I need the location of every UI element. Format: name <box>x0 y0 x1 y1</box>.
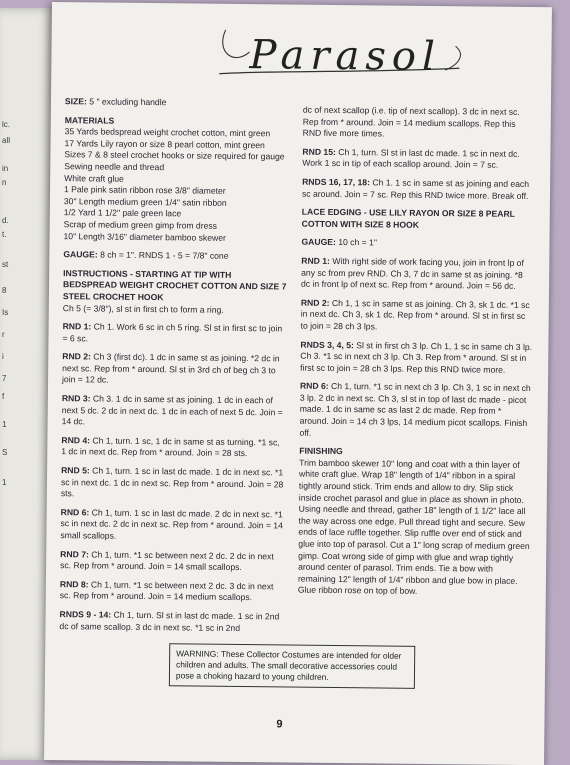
round-text: Ch 1, turn. *1 sc between next 2 dc. 3 dc in next sc. Rep from * around. Join = 14 medium scallops. <box>59 579 274 603</box>
round-label: RNDS 16, 17, 18: <box>302 176 371 188</box>
gauge-label: GAUGE: <box>301 236 336 248</box>
round-text: Ch 3 (first dc). 1 dc in same st as joining. *2 dc in next sc. Rep from * around. Sl st in 3rd ch of beg ch 3 to join = 12 dc. <box>61 351 280 386</box>
round-paragraph <box>59 609 283 635</box>
material-item: Sewing needle and thread <box>64 161 165 173</box>
left-fragment: 8 <box>2 286 7 295</box>
round-label: RND 1: <box>301 255 331 266</box>
round-label: RND 6: <box>60 506 90 518</box>
gauge-label: GAUGE: <box>63 249 98 260</box>
round-text: With right side of work facing you, join in front lp of any sc from prev RND. Ch 3, 7 dc in same st as joining. *8 dc in front lp of next sc. Rep from * around. Join = 56 dc. <box>301 255 524 291</box>
round-paragraph <box>299 381 532 441</box>
material-item: Sizes 7 & 8 steel crochet hooks or size required for gauge <box>64 149 285 162</box>
round-text: Ch 1, turn. Sl st in last dc made. 1 sc in 2nd dc of same scallop. 3 dc in next sc. *1 sc in 2nd <box>59 609 280 633</box>
title-area <box>209 22 470 95</box>
round-label: RND 7: <box>60 548 89 560</box>
instructions-heading: INSTRUCTIONS - STARTING AT TIP WITH BEDSPREAD WEIGHT CROCHET COTTON AND SIZE 7 STEEL CROCHET HOOK <box>62 267 287 303</box>
round-text: Ch 1, turn. 1 sc in last dc made. 1 dc in next sc. *1 sc in next dc. 1 dc in next sc. Rep from * around. Join = 28 sts. <box>60 465 284 499</box>
size-label: SIZE: <box>64 96 87 107</box>
round-label: RND 5: <box>61 465 90 476</box>
material-item: White craft glue <box>64 172 124 184</box>
gauge-text: 10 ch = 1" <box>338 237 377 248</box>
left-fragment: i <box>2 352 4 361</box>
left-fragment: n <box>2 178 7 187</box>
round-label: RND 2: <box>62 351 91 362</box>
round-label: RND 8: <box>59 578 89 590</box>
round-label: RND 6: <box>299 380 329 392</box>
material-item: 10" Length 3/16" diameter bamboo skewer <box>63 230 226 243</box>
material-item: 1/2 Yard 1 1/2" pale green lace <box>63 207 182 219</box>
round-label: RNDS 9 - 14: <box>59 609 112 620</box>
round-paragraph <box>300 339 532 376</box>
round-text: Ch 1, turn. Sl st in last dc made. 1 sc in next dc. Work 1 sc in tip of each scallop around. Join = 7 sc. <box>302 146 520 171</box>
pattern-page <box>44 2 552 765</box>
left-fragment: in <box>2 164 9 173</box>
left-fragment: st <box>2 260 9 269</box>
size-text: 5 " excluding handle <box>89 96 167 108</box>
round-paragraph <box>302 177 534 203</box>
round-paragraph <box>301 297 533 334</box>
material-item: 35 Yards bedspread weight crochet cotton, mint green <box>64 126 271 139</box>
right-column <box>298 105 535 606</box>
finishing-text: Trim bamboo skewer 10" long and coat with a thin layer of white craft glue. Wrap 18" length of 1/4" ribbon in a spiral tightly around stick. Trim ends and allow to dry. Slip stick inside crochet parasol and glue in place as shown in photo. Using needle and thread, gather 18" length of 1 1/2" lace all the way across one edge. Pull thread tight and secure. Sew ends of lace ruffle together. Slip ruffle over end of stick and glue into top of parasol. Cut a 1" long scrap of medium green gimp. Coat wrong side of gimp with glue and wrap tightly around center of parasol. Trim ends. Tie a bow with remaining 12" length of 1/4" ribbon and glue bow in place. Glue ribbon rose on top of bow. <box>297 457 530 597</box>
round-label: RND 15: <box>302 146 336 157</box>
material-item: 30" Length medium green 1/4" satin ribbon <box>63 195 227 208</box>
round-label: RND 4: <box>61 434 91 446</box>
round-label: RND 3: <box>61 393 91 404</box>
round-paragraph <box>62 321 286 347</box>
round-paragraph <box>60 507 284 544</box>
page-title: Parasol <box>249 32 442 81</box>
gauge-text: 8 ch = 1". RNDS 1 - 5 = 7/8" cone <box>100 249 229 261</box>
page-number: 9 <box>276 718 283 731</box>
warning-label: WARNING: <box>176 648 219 659</box>
warning-text: These Collector Costumes are intended for older children and adults. The small decorative accessories could pose a choking hazard to young children. <box>175 648 402 682</box>
finishing-heading: FINISHING <box>299 445 343 457</box>
round-label: RND 2: <box>300 297 330 308</box>
left-fragment: lc. <box>2 120 10 129</box>
round-paragraph <box>62 351 286 388</box>
material-item: Scrap of medium green gimp from dress <box>63 219 218 231</box>
lace-edging-heading: LACE EDGING - USE LILY RAYON OR SIZE 8 PEARL COTTON WITH SIZE 8 HOOK <box>301 206 515 230</box>
left-fragment: f <box>2 392 5 401</box>
round-paragraph <box>60 579 284 605</box>
left-fragment: 1 <box>2 478 7 487</box>
round-paragraph <box>302 146 534 172</box>
round-label: RNDS 3, 4, 5: <box>300 339 354 350</box>
round-paragraph <box>61 435 285 461</box>
round-text: Ch 1, turn. 1 sc in last dc made. 2 dc in next sc. *1 sc in next dc. 2 dc in next sc. Rep from * around. Join = 14 small scallops. <box>60 507 283 541</box>
material-item: 1 Pale pink satin ribbon rose 3/8" diameter <box>63 184 226 196</box>
instructions-text: Ch 5 (= 3/8"), sl st in first ch to form a ring. <box>62 302 224 315</box>
instructions-block <box>63 268 287 317</box>
gauge-line <box>301 237 533 251</box>
materials-heading: MATERIALS <box>64 114 115 126</box>
round-text: Sl st in first ch 3 lp. Ch 1, 1 sc in same ch 3 lp. Ch 3. *1 sc in next ch 3 lp. Ch 3. Rep from * around. Sl st in first sc to join = 28 ch 3 lps. Rep this RND twice more. <box>300 339 533 375</box>
left-fragment: S <box>2 448 8 457</box>
left-fragment: d. <box>2 216 9 225</box>
left-fragment: 1 <box>2 420 7 429</box>
round-paragraph <box>303 105 535 142</box>
size-line <box>65 96 289 110</box>
materials-block <box>63 115 288 245</box>
gauge-line <box>63 249 287 263</box>
left-fragment: r <box>2 330 5 339</box>
round-text: Ch 1, turn. 1 sc, 1 dc in same st as turning. *1 sc, 1 dc in next dc. Rep from * around. Join = 28 sts. <box>61 435 280 459</box>
round-paragraph <box>301 256 533 293</box>
left-column <box>59 96 289 641</box>
left-fragment: all <box>2 136 11 145</box>
round-text: Ch 3. 1 dc in same st as joining. 1 dc in each of next 5 dc. 2 dc in next dc. 1 dc in each of next 5 dc. Join = 14 dc. <box>61 393 283 427</box>
round-paragraph <box>62 393 286 430</box>
round-text: Ch 1. Work 6 sc in ch 5 ring. Sl st in first sc to join = 6 sc. <box>62 321 283 344</box>
left-fragment: t. <box>2 230 7 239</box>
round-paragraph <box>60 549 284 575</box>
round-label: RND 1: <box>62 321 92 332</box>
round-text: Ch 1, turn. *1 sc between next 2 dc. 2 dc in next sc. Rep from * around. Join = 14 small scallops. <box>60 549 274 573</box>
finishing-block <box>298 446 532 599</box>
left-fragment: Is <box>2 308 9 317</box>
round-paragraph <box>61 465 285 502</box>
warning-box <box>169 643 415 689</box>
round-text: Ch 1, 1 sc in same st as joining. Ch 3, sk 1 dc. *1 sc in next dc. Ch 3, sk 1 dc. Rep from * around. Sl st in first sc to join = 28 ch 3 lps. <box>300 297 530 332</box>
round-text: Ch 1, turn. *1 sc in next ch 3 lp. Ch 3, 1 sc in next ch 3 lp. 2 dc in next sc. Ch 3, sl st in top of last dc made - picot made. 1 dc in same sc as last 2 dc made. Rep from * around. Join = 14 ch 3 lps, 14 medium picot scallops. Finish off. <box>299 381 531 438</box>
round-text: Ch 1. 1 sc in same st as joining and each sc around. Join = 7 sc. Rep this RND twice more. Break off. <box>301 177 530 201</box>
round-text: dc of next scallop (i.e. tip of next scallop). 3 dc in next sc. Rep from * around. Join = 14 medium scallops. Rep this RND five more times. <box>302 104 520 139</box>
left-fragment: 7 <box>2 374 7 383</box>
material-item: 17 Yards Lily rayon or size 8 pearl cotton, mint green <box>64 137 265 151</box>
